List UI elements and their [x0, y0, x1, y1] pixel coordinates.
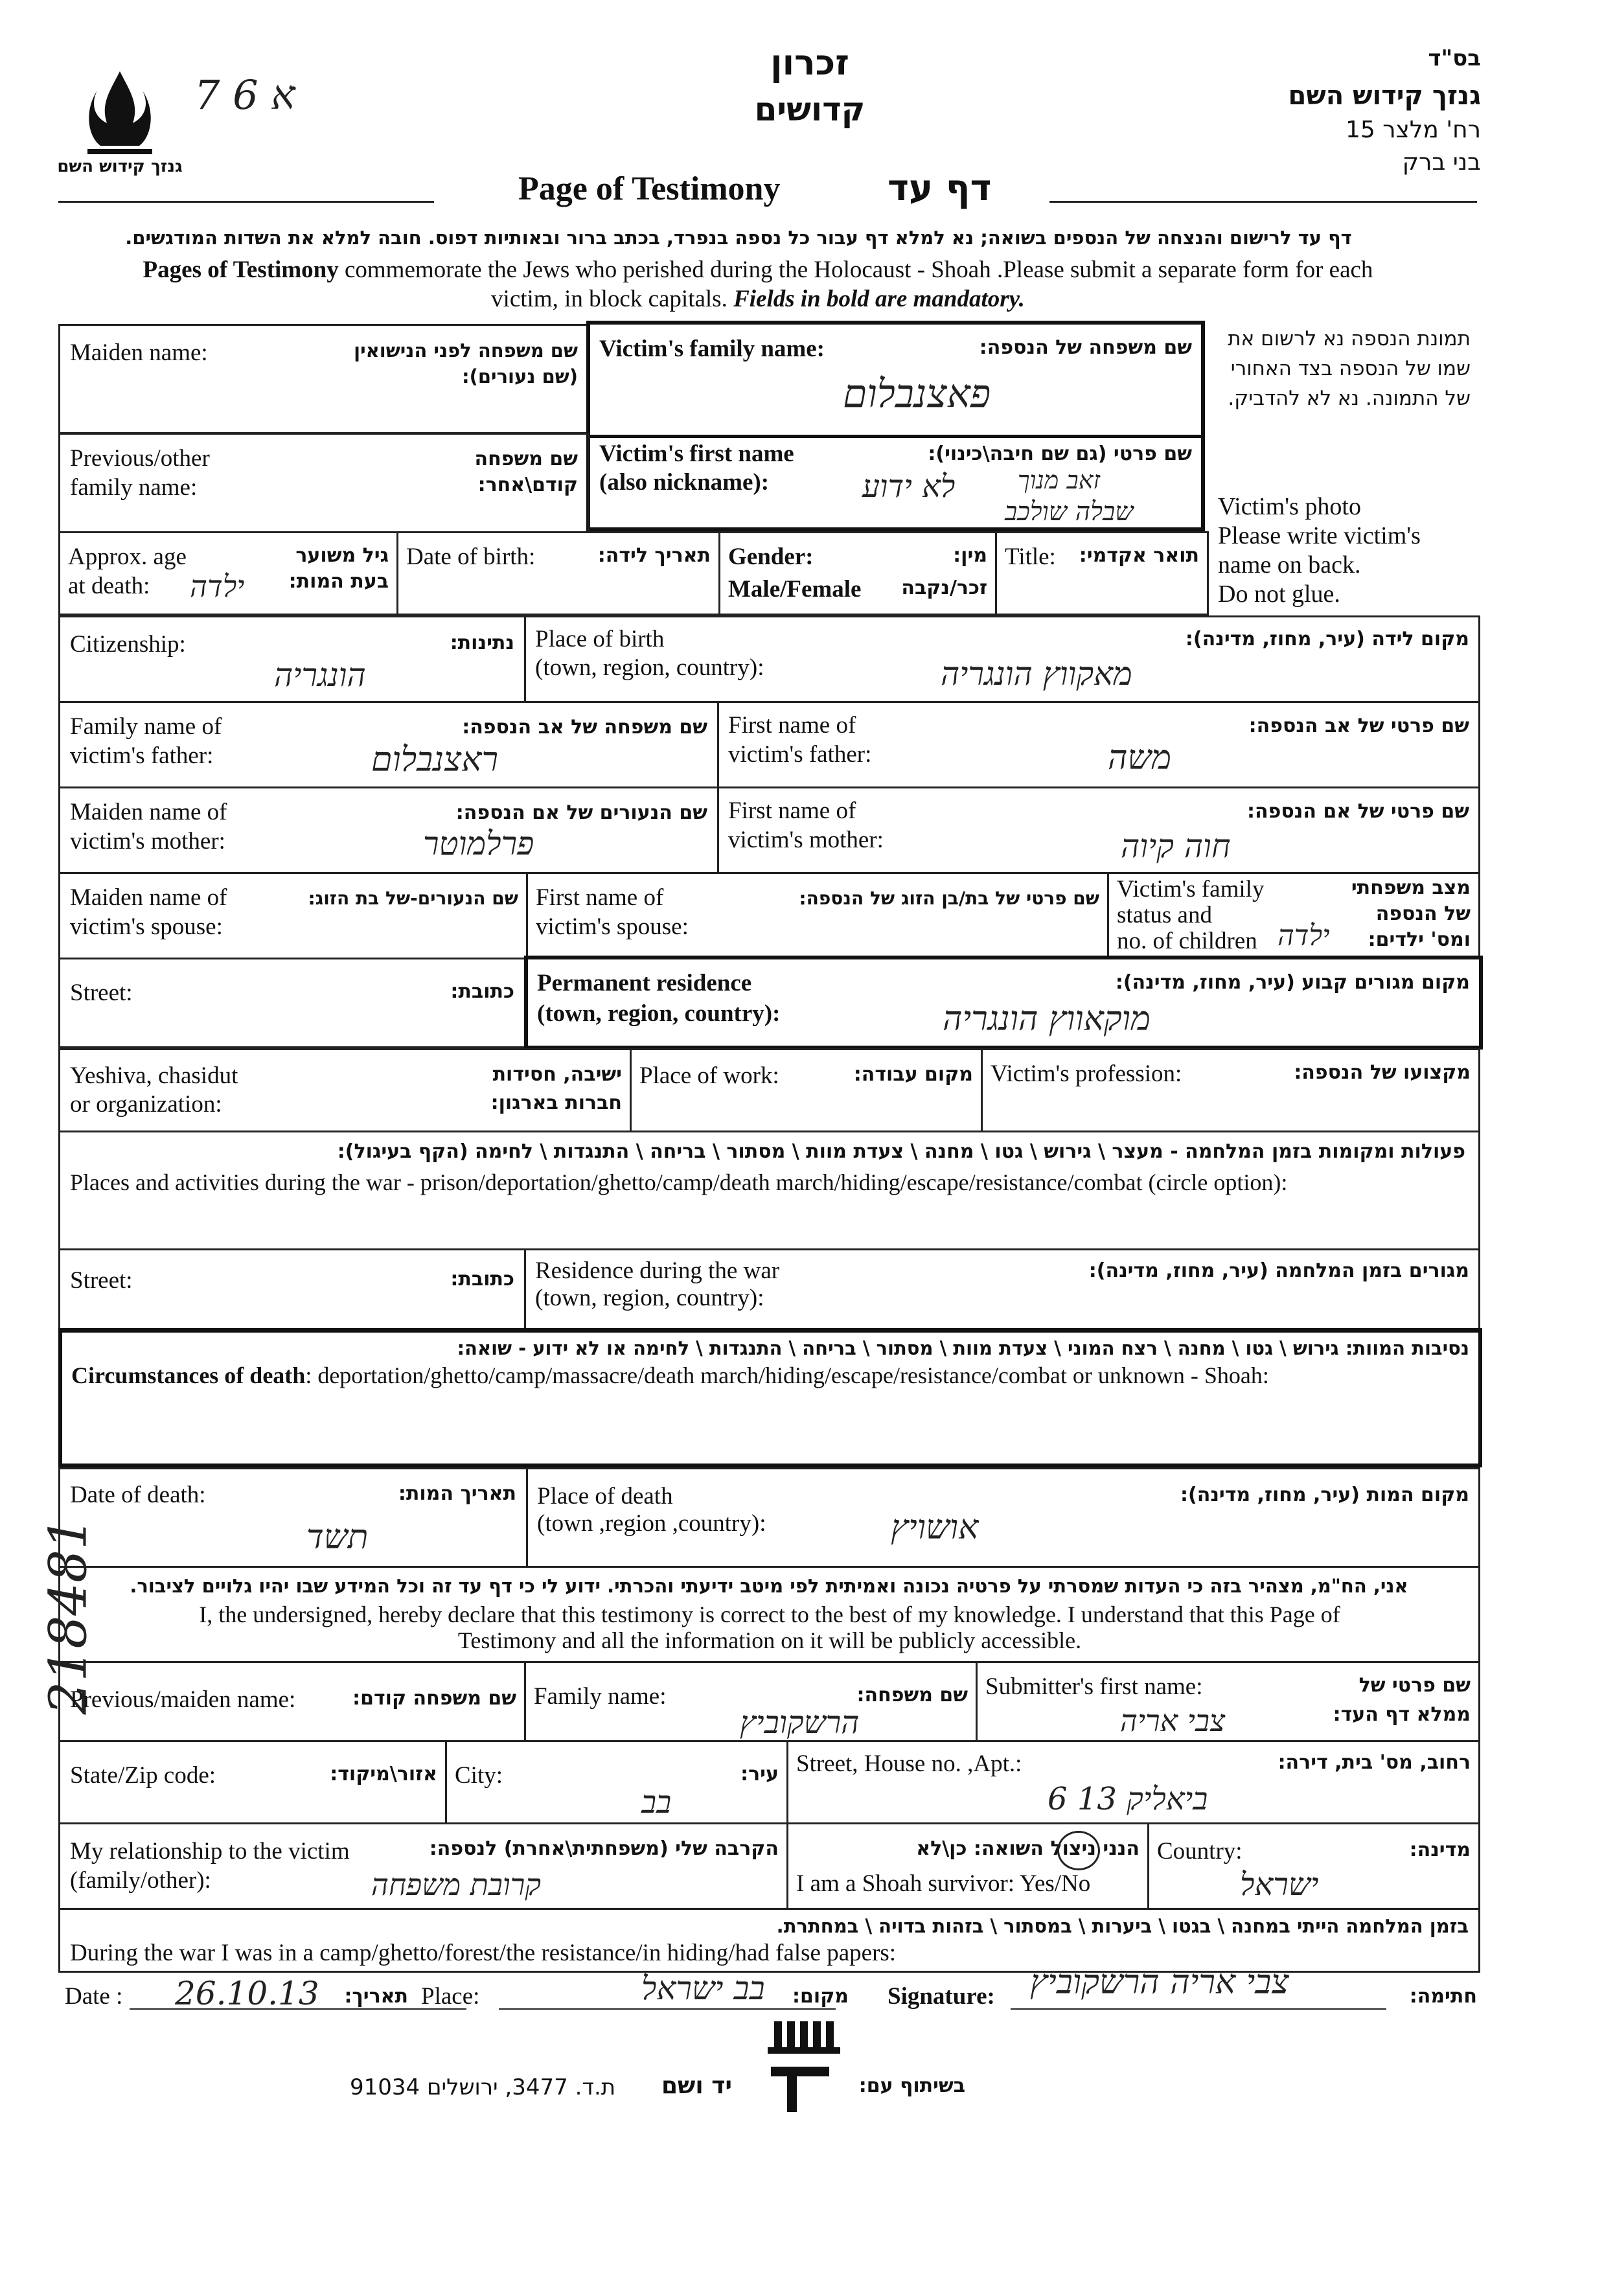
title-cell[interactable]: Title: תואר אקדמי: [995, 531, 1209, 615]
date-label-he: תאריך: [344, 1985, 408, 2008]
profession-cell[interactable]: Victim's profession: מקצועו של הנספה: [981, 1048, 1480, 1132]
place-value[interactable]: בב ישראל [641, 1969, 765, 2007]
org-address: רח' מלצר 15 [1345, 117, 1481, 143]
circumstances-box[interactable]: נסיבות המוות: גירוש \ גטו \ מחנה \ רצח המוני \ צעדת מוות \ מסתור \ בריחה \ התנגדות \ לחימה או לא ידוע - שואה: Circumstances of death: deportation/ghetto/camp/massacre/death march/hiding/escape/resistance/combat or unknown - Shoah: [58, 1328, 1482, 1467]
date-death-cell[interactable]: Date of death: תאריך המות: תשד [58, 1467, 528, 1568]
first-name-value-2: זאב מנוך [1018, 466, 1101, 494]
gender-cell[interactable]: Gender: Male/Female מין: זכר/נקבה [718, 531, 997, 615]
mother-maiden-cell[interactable]: Maiden name of victim's mother: שם הנעורים של אם הנספה: פרלמוטר [58, 786, 719, 874]
yad-vashem-name: יד ושם [661, 2072, 732, 2099]
father-family-cell[interactable]: Family name of victim's father: שם משפחה של אב הנספה: ראצנבלום [58, 701, 719, 788]
signature-label-he: חתימה: [1409, 1985, 1477, 2008]
org-city: בני ברק [1402, 149, 1481, 176]
work-cell[interactable]: Place of work: מקום עבודה: [630, 1048, 983, 1132]
mother-first-cell[interactable]: First name of victim's mother: שם פרטי של אם הנספה: חוה קיוה [717, 786, 1480, 874]
bsd-mark: בס"ד [1428, 45, 1481, 71]
page-title-he: דף עד [888, 167, 992, 209]
first-name-value-1: לא ידוע [862, 468, 956, 505]
photo-en-4: Do not glue. [1218, 580, 1340, 608]
victim-name-box[interactable]: Victim's family name: שם משפחה של הנספה: פאצנבלום Victim's first name (also nickname): שם פרטי (גם שם חיבה\כינוי): לא ידוע זאב מנוך שבלה שולכב [586, 321, 1205, 531]
birthplace-cell[interactable]: Place of birth (town, region, country): מקום לידה (עיר, מחוז, מדינה): מאקווץ הונגריה [524, 615, 1480, 703]
yad-vashem-logo [758, 2015, 849, 2118]
header-zikaron: זכרון [770, 42, 849, 83]
signature-label: Signature: [888, 1983, 995, 2010]
place-label: Place: [421, 1983, 480, 2010]
side-number: 218481 [38, 1517, 98, 1715]
page-title-en: Page of Testimony [518, 170, 781, 207]
relationship-cell[interactable]: My relationship to the victim (family/other): הקרבה שלי (משפחתית\אחרת) לנספה: קרובת משפחה [58, 1822, 788, 1910]
maiden-name-cell[interactable]: Maiden name: שם משפחה לפני הנישואין (שם נעורים): [58, 324, 590, 434]
genazim-logo [57, 65, 183, 194]
intro-en-2: victim, in block capitals. Fields in bold are mandatory. [491, 286, 1025, 312]
previous-name-cell[interactable]: Previous/other family name: שם משפחה קודם\אחר: [58, 433, 590, 533]
submitter-first-cell[interactable]: Submitter's first name: שם פרטי של ממלא דף העד: צבי אריה [976, 1661, 1480, 1742]
photo-en-3: name on back. [1218, 551, 1361, 579]
photo-en-2: Please write victim's [1218, 522, 1421, 549]
svg-text:גנזך קידוש השם: גנזך קידוש השם [57, 157, 183, 176]
family-status-cell[interactable]: Victim's family status and no. of children מצב משפחתי של הנספה ומס' ילדים: ילדה [1107, 872, 1480, 959]
activities-cell[interactable]: פעולות ומקומות בזמן המלחמה - מעצר \ גירוש \ גטו \ מחנה \ צעדת מוות \ מסתור \ בריחה \ התנגדות \ לחימה (הקף בעיגול): Places and activities during the war - prison/deportation/ghetto/camp/death march/hiding/escape/resistance/combat (circle option): [58, 1131, 1480, 1250]
submitter-prev-name-cell[interactable]: Previous/maiden name: שם משפחה קודם: [58, 1661, 526, 1742]
coop-label: בשיתוף עם: [858, 2074, 965, 2097]
during-war-cell[interactable]: בזמן המלחמה הייתי במחנה \ בגטו \ ביערות \ במסתור \ בזהות בדויה \ במחתרת. During the war I was in a camp/ghetto/forest/the resistance/in hiding/had false papers: [58, 1908, 1480, 1973]
org-name: גנזך קידוש השם [1288, 81, 1481, 111]
survivor-yes-circle [1057, 1831, 1100, 1870]
date-label: Date : [65, 1983, 123, 2010]
first-name-value-3: שבלה שולכב [1005, 497, 1134, 527]
header-kedoshim: קדושים [754, 91, 865, 128]
family-name-value: פאצנבלום [843, 371, 991, 417]
zip-cell[interactable]: State/Zip code: אזור\מיקוד: [58, 1740, 447, 1824]
submitter-street-cell[interactable]: Street, House no. ,Apt.: רחוב, מס' בית, דירה: ביאליק 13 6 [786, 1740, 1480, 1824]
war-street-cell[interactable]: Street: כתובת: [58, 1248, 526, 1333]
signature-value[interactable]: צבי אריה הרשקוביץ [1030, 1963, 1289, 2002]
declaration-cell: אני, הח"מ, מצהיר בזה כי העדות שמסרתי על פרטיה נכונה ואמיתית לפי מיטב ידיעתי והכרתי. ידוע לי כי דף עד זה וכל המידע שבו יהיו גלויים לציבור. I, the undersigned, hereby declare that this testimony is correct to the best of my knowledge. I understand that this Page of Testimony and all the information on it will be publicly accessible. [58, 1566, 1480, 1663]
father-first-cell[interactable]: First name of victim's father: שם פרטי של אב הנספה: משה [717, 701, 1480, 788]
country-cell[interactable]: Country: מדינה: ישראל [1147, 1822, 1480, 1910]
place-label-he: מקום: [792, 1985, 849, 2008]
street-cell[interactable]: Street: כתובת: [58, 958, 526, 1048]
place-death-cell[interactable]: Place of death (town ,region ,country): מקום המות (עיר, מחוז, מדינה): אושויץ [526, 1467, 1480, 1568]
intro-he: דף עד לרישום והנצחה של הנספים בשואה; נא למלא דף עבור כל נספה בנפרד, בכתב ברור ובאותיות דפוס. חובה למלא את השדות המודגשים. [125, 227, 1352, 249]
dob-cell[interactable]: Date of birth: תאריך לידה: [396, 531, 720, 615]
city-cell[interactable]: City: עיר: בב [445, 1740, 788, 1824]
intro-en-1: Pages of Testimony commemorate the Jews who perished during the Holocaust - Shoah .Please submit a separate form for each [143, 257, 1373, 283]
handwritten-ref: 7 א 6 [194, 71, 295, 119]
war-residence-cell[interactable]: Residence during the war (town, region, country): מגורים בזמן המלחמה (עיר, מחוז, מדינה): [524, 1248, 1480, 1333]
photo-en-1: Victim's photo [1218, 493, 1361, 520]
permanent-residence-box[interactable]: Permanent residence (town, region, country): מקום מגורים קבוע (עיר, מחוז, מדינה): מוקאווץ הונגריה [524, 956, 1483, 1050]
submitter-family-cell[interactable]: Family name: שם משפחה: הרשקוביץ [524, 1661, 978, 1742]
yeshiva-cell[interactable]: Yeshiva, chasidut or organization: ישיבה, חסידות חברות בארגון: [58, 1048, 632, 1132]
date-value[interactable]: 26.10.13 [175, 1975, 319, 2012]
age-cell[interactable]: Approx. age at death: גיל משוער בעת המות: ילדה [58, 531, 398, 615]
citizenship-cell[interactable]: Citizenship: נתינות: הונגריה [58, 615, 526, 703]
footer-address: ת.ד. 3477, ירושלים 91034 [350, 2074, 616, 2100]
spouse-maiden-cell[interactable]: Maiden name of victim's spouse: שם הנעורים-של בת הזוג: [58, 872, 528, 959]
survivor-cell[interactable]: הנני ניצול השואה: כן\לא I am a Shoah survivor: Yes/No [786, 1822, 1149, 1910]
photo-instructions-he: תמונת הנספה נא לרשום את שמו של הנספה בצד האחורי של התמונה. נא לא להדביק. [1228, 327, 1471, 410]
spouse-first-cell[interactable]: First name of victim's spouse: שם פרטי של בת/בן הזוג של הנספה: [526, 872, 1109, 959]
